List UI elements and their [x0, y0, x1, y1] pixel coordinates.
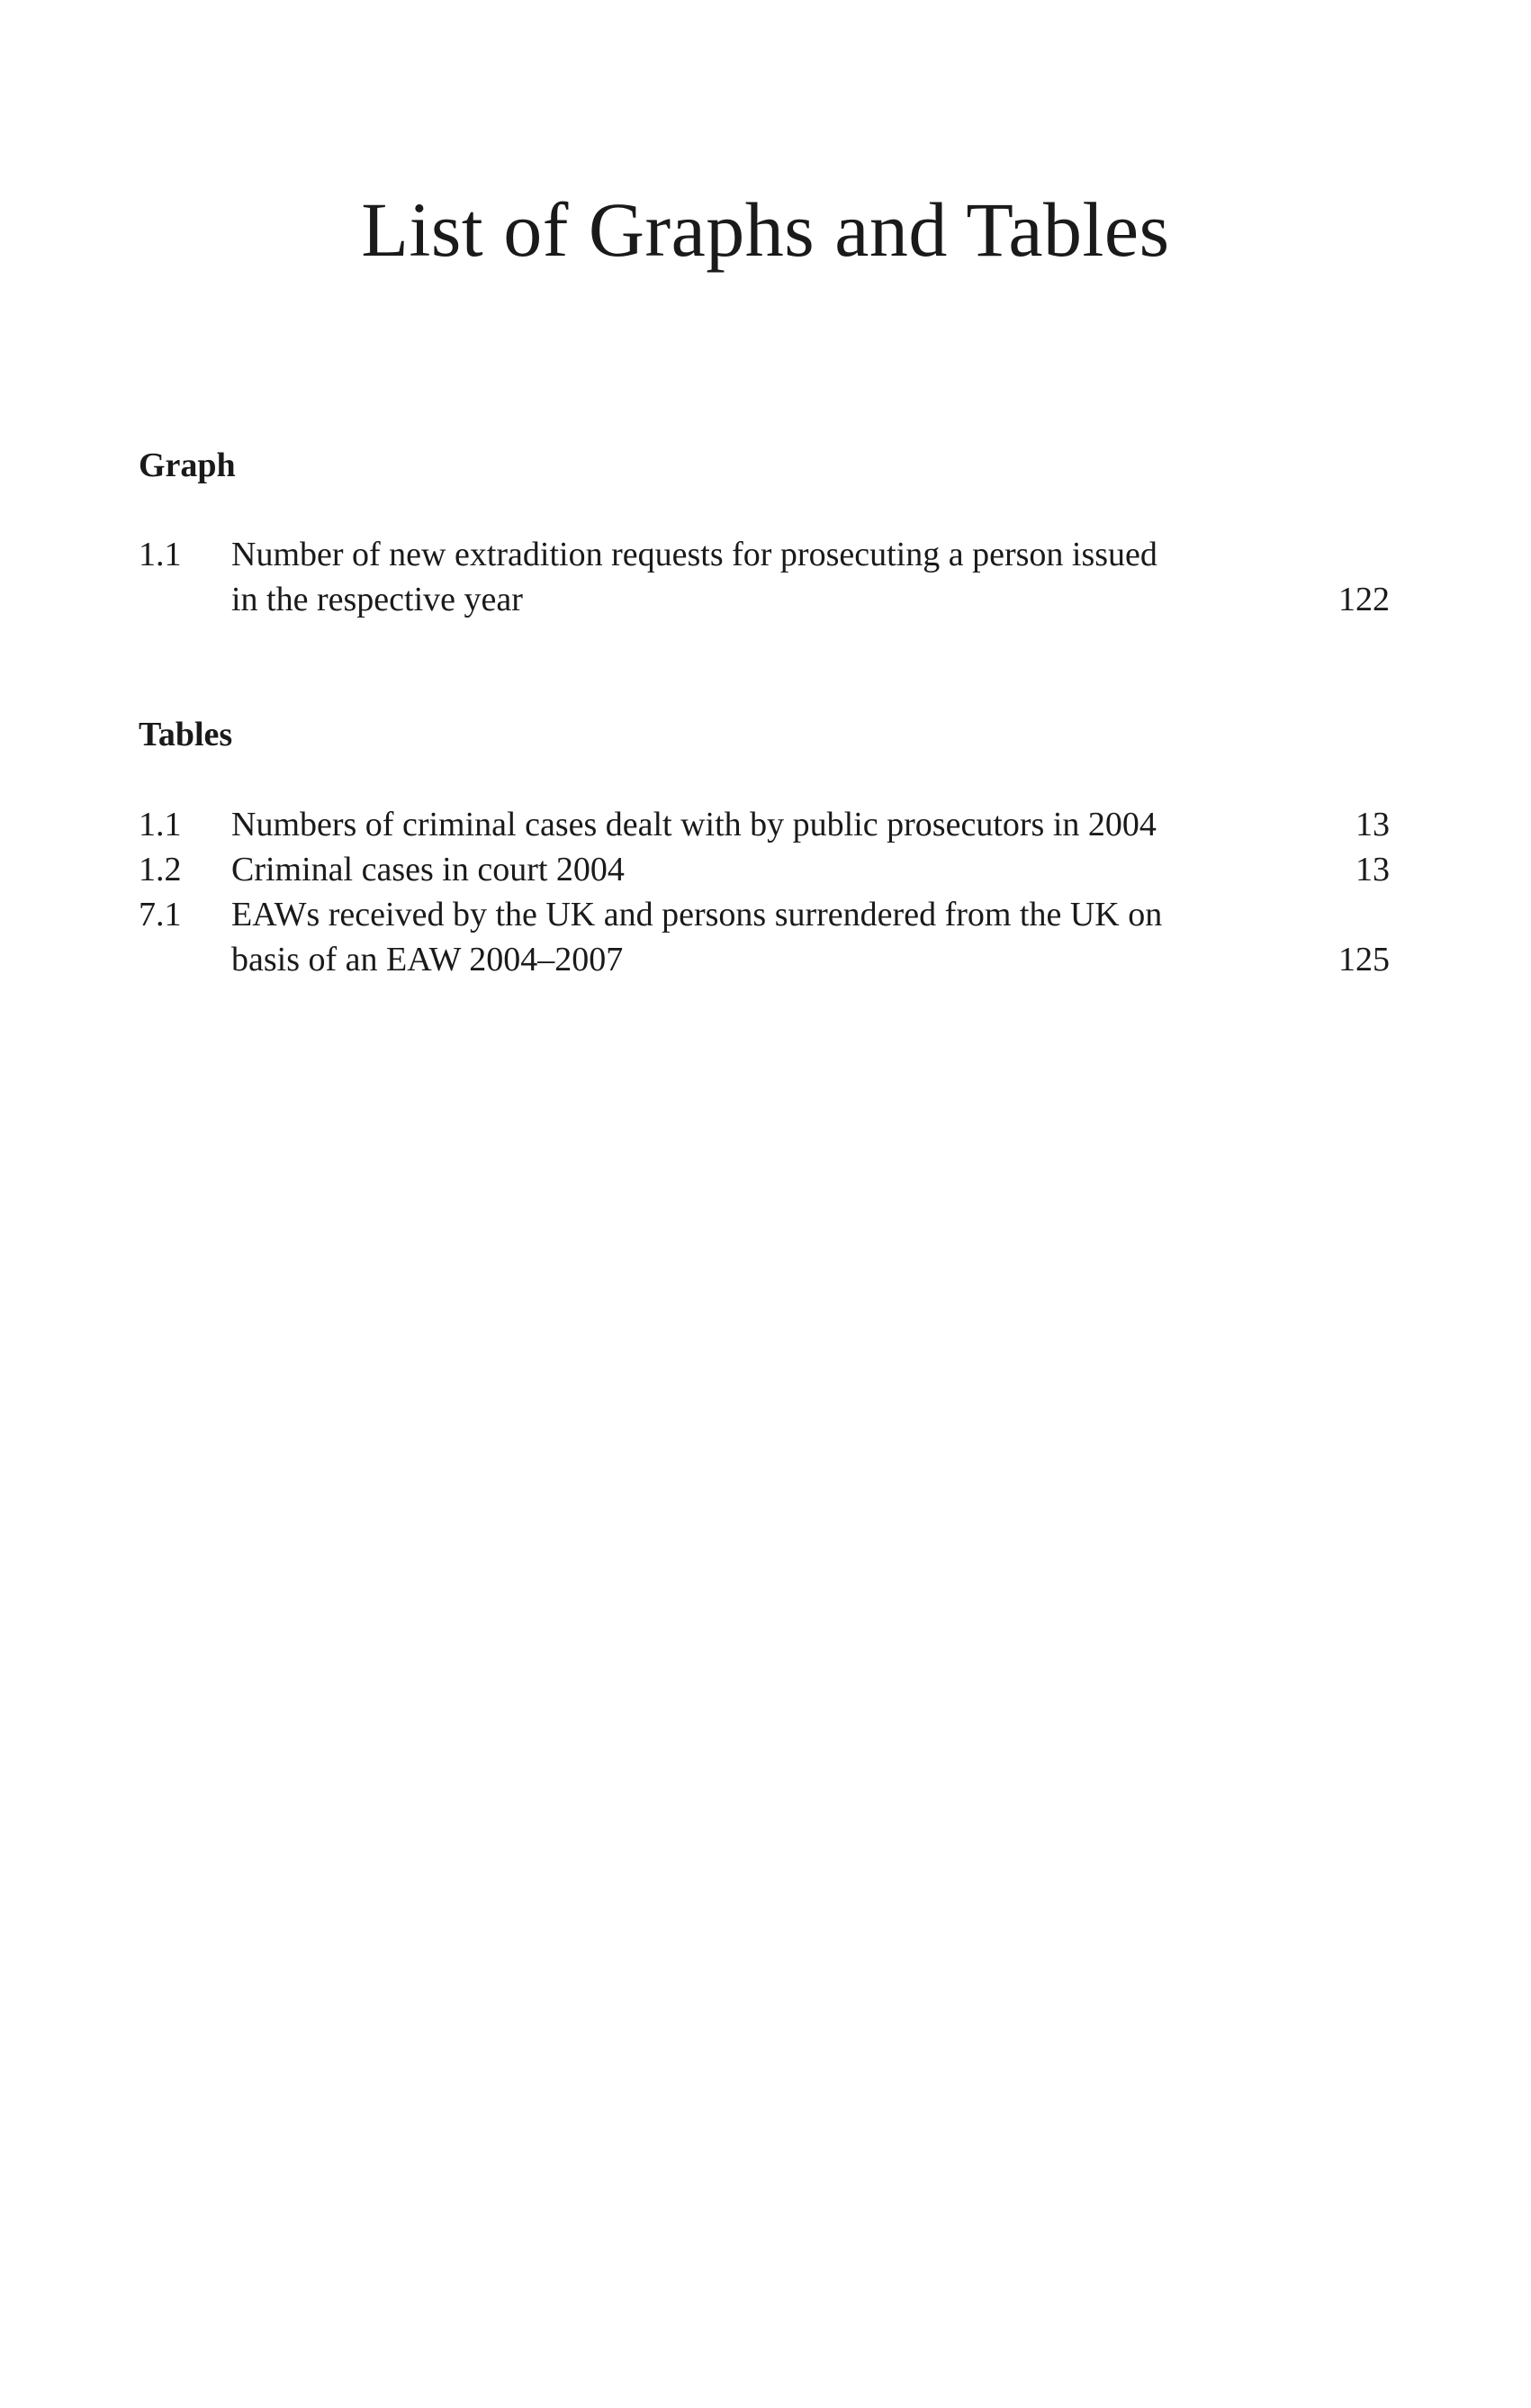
entry-page-number: 13 — [1355, 851, 1390, 888]
entry-page-number: 122 — [1338, 581, 1390, 618]
entry-title-line: Criminal cases in court 2004 — [231, 851, 625, 888]
entry-title-line: basis of an EAW 2004–2007 — [231, 941, 624, 979]
tables-section-heading: Tables — [139, 716, 233, 753]
entry-number: 1.1 — [139, 536, 182, 573]
page-title: List of Graphs and Tables — [361, 186, 1170, 273]
entry-title-line: EAWs received by the UK and persons surrendered from the UK on — [231, 896, 1163, 933]
entry-number: 1.1 — [139, 806, 182, 843]
entry-page-number: 13 — [1355, 806, 1390, 843]
entry-title-line: Numbers of criminal cases dealt with by public prosecutors in 2004 — [231, 806, 1157, 843]
table-entry-1-2 — [139, 847, 1390, 892]
entry-title-line: in the respective year — [231, 581, 523, 618]
table-entry-7-1 — [139, 892, 1390, 982]
table-entry-1-1 — [139, 802, 1390, 847]
entry-title-line: Number of new extradition requests for prosecuting a person issued — [231, 536, 1157, 573]
entry-page-number: 125 — [1338, 941, 1390, 979]
graph-entry-1-1 — [139, 532, 1390, 622]
graph-section-heading: Graph — [139, 446, 236, 484]
entry-number: 1.2 — [139, 851, 182, 888]
entry-title — [231, 532, 1266, 622]
entry-number: 7.1 — [139, 896, 182, 933]
entry-title — [231, 802, 1266, 847]
entry-title — [231, 892, 1266, 982]
entry-title — [231, 847, 1266, 892]
